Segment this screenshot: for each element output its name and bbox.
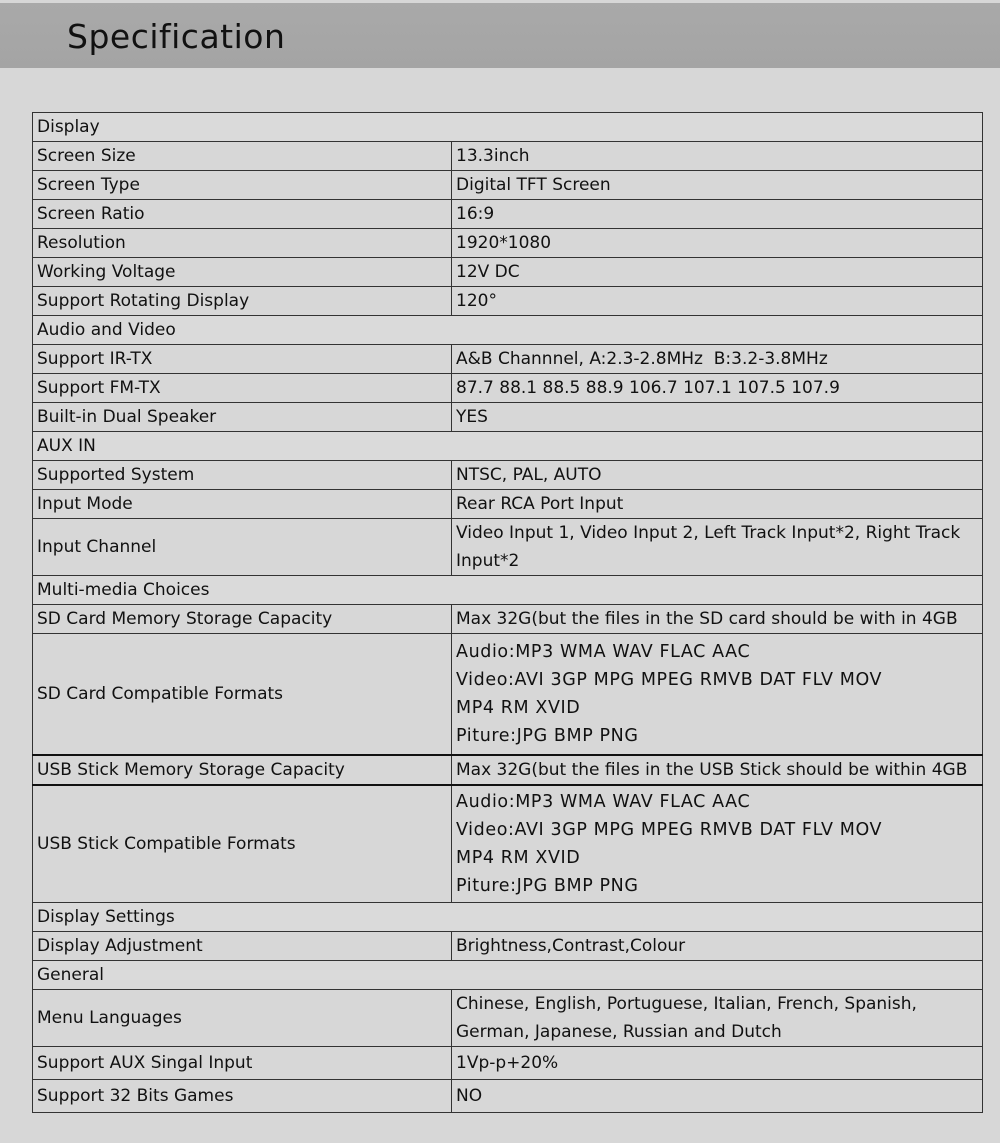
section-audio-video xyxy=(33,316,983,345)
spec-label: Resolution xyxy=(33,229,452,258)
format-line: Video:AVI 3GP MPG MPEG RMVB DAT FLV MOV xyxy=(456,670,883,690)
spec-label: USB Stick Compatible Formats xyxy=(33,785,452,903)
section-display-settings xyxy=(33,903,983,932)
spec-row xyxy=(33,287,983,316)
spec-row xyxy=(33,345,983,374)
spec-value: NTSC, PAL, AUTO xyxy=(452,461,983,490)
spec-label: Working Voltage xyxy=(33,258,452,287)
spec-label: Input Mode xyxy=(33,490,452,519)
format-line: Audio:MP3 WMA WAV FLAC AAC xyxy=(456,792,751,812)
spec-label: Screen Type xyxy=(33,171,452,200)
spec-row xyxy=(33,932,983,961)
spec-label: Input Channel xyxy=(33,519,452,576)
spec-value: Rear RCA Port Input xyxy=(452,490,983,519)
spec-row xyxy=(33,634,983,756)
spec-row xyxy=(33,1080,983,1113)
spec-label: Support 32 Bits Games xyxy=(33,1080,452,1113)
format-line: Piture:JPG BMP PNG xyxy=(456,726,639,746)
section-title: Multi-media Choices xyxy=(33,576,983,605)
spec-value: 1920*1080 xyxy=(452,229,983,258)
section-aux-in xyxy=(33,432,983,461)
spec-label: SD Card Memory Storage Capacity xyxy=(33,605,452,634)
spec-row xyxy=(33,229,983,258)
spec-row xyxy=(33,755,983,785)
format-line: MP4 RM XVID xyxy=(456,848,581,868)
spec-value: NO xyxy=(452,1080,983,1113)
spec-value: Brightness,Contrast,Colour xyxy=(452,932,983,961)
spec-value: Video Input 1, Video Input 2, Left Track Input*2, Right Track Input*2 xyxy=(452,519,983,576)
spec-value: 1Vp-p+20% xyxy=(452,1047,983,1080)
spec-label: Screen Ratio xyxy=(33,200,452,229)
spec-row xyxy=(33,461,983,490)
spec-row xyxy=(33,171,983,200)
spec-value: Max 32G(but the files in the SD card should be with in 4GB xyxy=(452,605,983,634)
spec-row xyxy=(33,490,983,519)
spec-row xyxy=(33,990,983,1047)
spec-label: Support Rotating Display xyxy=(33,287,452,316)
spec-label: SD Card Compatible Formats xyxy=(33,634,452,756)
section-title: Display xyxy=(33,113,983,142)
spec-label: Menu Languages xyxy=(33,990,452,1047)
spec-label: Support IR-TX xyxy=(33,345,452,374)
section-title: AUX IN xyxy=(33,432,983,461)
spec-value: 12V DC xyxy=(452,258,983,287)
spec-label: Display Adjustment xyxy=(33,932,452,961)
spec-row xyxy=(33,1047,983,1080)
spec-value: Digital TFT Screen xyxy=(452,171,983,200)
spec-value-formats xyxy=(452,785,983,903)
spec-value: A&B Channnel, A:2.3-2.8MHz B:3.2-3.8MHz xyxy=(452,345,983,374)
specification-table xyxy=(32,112,983,1113)
section-display xyxy=(33,113,983,142)
section-title: General xyxy=(33,961,983,990)
format-line: MP4 RM XVID xyxy=(456,698,581,718)
spec-label: Supported System xyxy=(33,461,452,490)
spec-row xyxy=(33,374,983,403)
spec-row xyxy=(33,403,983,432)
spec-label: Built-in Dual Speaker xyxy=(33,403,452,432)
spec-row xyxy=(33,605,983,634)
spec-label: Screen Size xyxy=(33,142,452,171)
spec-value-formats xyxy=(452,634,983,756)
spec-value: 120° xyxy=(452,287,983,316)
format-line: Piture:JPG BMP PNG xyxy=(456,876,639,896)
spec-row xyxy=(33,200,983,229)
spec-value: 87.7 88.1 88.5 88.9 106.7 107.1 107.5 107.9 xyxy=(452,374,983,403)
section-multimedia xyxy=(33,576,983,605)
format-line: Video:AVI 3GP MPG MPEG RMVB DAT FLV MOV xyxy=(456,820,883,840)
spec-row xyxy=(33,519,983,576)
spec-value: Max 32G(but the files in the USB Stick should be within 4GB xyxy=(452,755,983,785)
spec-row xyxy=(33,785,983,903)
spec-label: Support AUX Singal Input xyxy=(33,1047,452,1080)
page-title: Specification xyxy=(67,17,286,56)
section-title: Audio and Video xyxy=(33,316,983,345)
spec-label: Support FM-TX xyxy=(33,374,452,403)
spec-value: 16:9 xyxy=(452,200,983,229)
spec-value: Chinese, English, Portuguese, Italian, French, Spanish, German, Japanese, Russian and Dutch xyxy=(452,990,983,1047)
format-line: Audio:MP3 WMA WAV FLAC AAC xyxy=(456,642,751,662)
header-banner xyxy=(0,3,1000,68)
spec-row xyxy=(33,258,983,287)
spec-value: 13.3inch xyxy=(452,142,983,171)
section-title: Display Settings xyxy=(33,903,983,932)
section-general xyxy=(33,961,983,990)
spec-row xyxy=(33,142,983,171)
spec-value: YES xyxy=(452,403,983,432)
spec-label: USB Stick Memory Storage Capacity xyxy=(33,755,452,785)
